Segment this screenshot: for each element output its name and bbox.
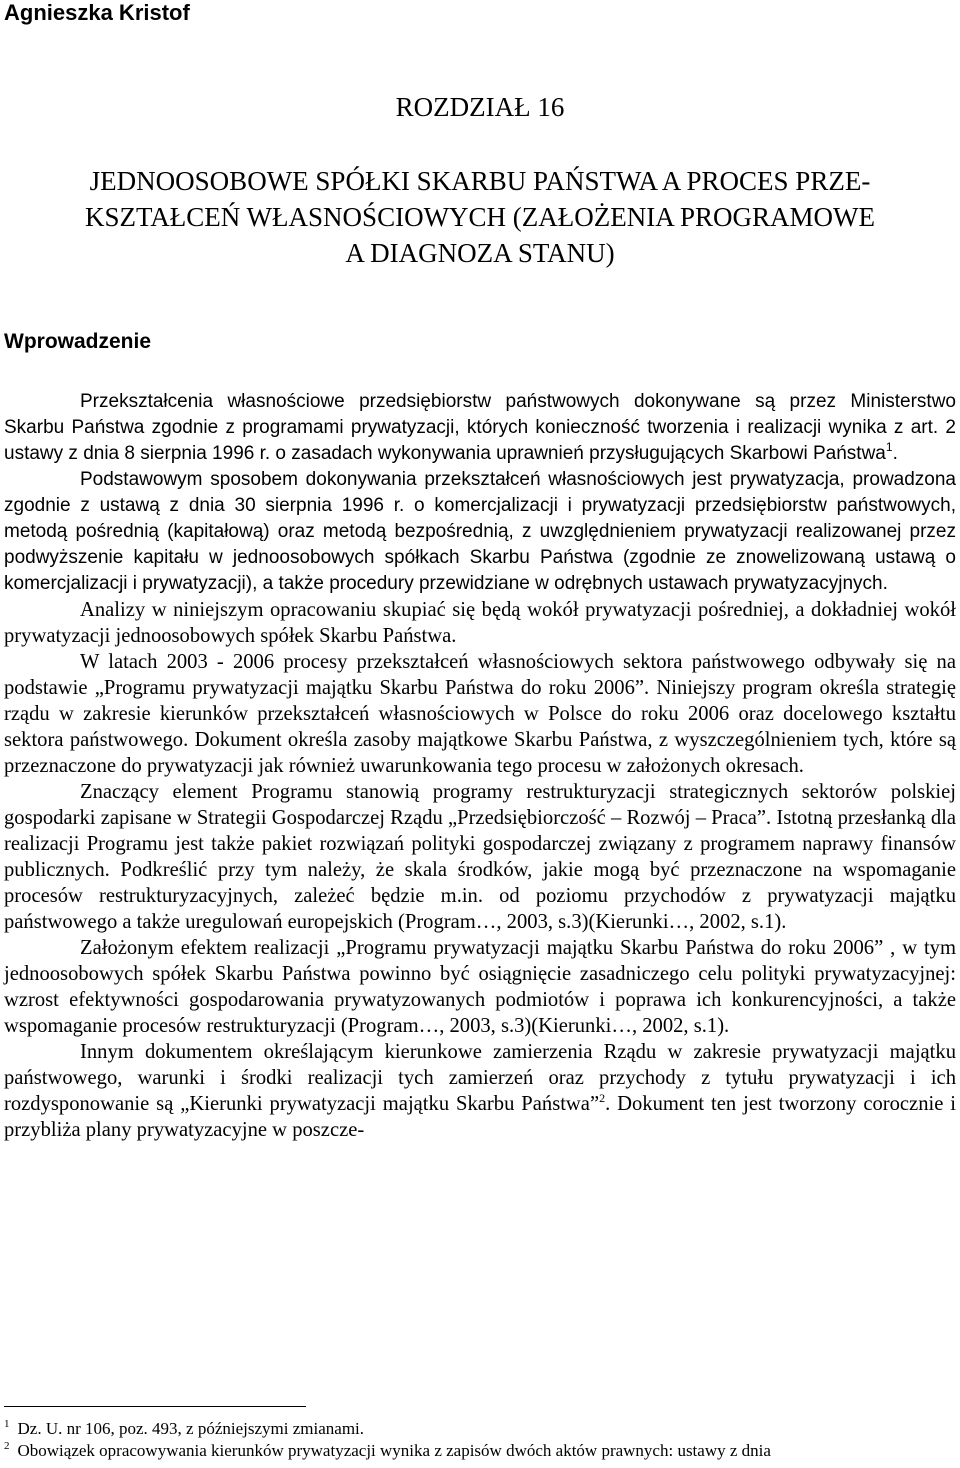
footnote-number: 2 <box>4 1440 10 1452</box>
footnote-divider <box>4 1406 306 1407</box>
footnote <box>4 1418 956 1440</box>
paragraph: Analizy w niniejszym opracowaniu skupiać się będą wokół prywatyzacji pośredniej, a dokładniej wokół prywatyzacji jednoosobowych spółek Skarbu Państwa. <box>4 599 956 647</box>
footnote-text: Obowiązek opracowywania kierunków prywatyzacji wynika z zapisów dwóch aktów prawnych: ustawy z dnia <box>17 1441 771 1460</box>
footnote-ref[interactable]: 1 <box>885 440 893 454</box>
paragraph: W latach 2003 - 2006 procesy przekształceń własnościowych sektora państwowego odbywały się na podstawie „Programu prywatyzacji majątku Skarbu Państwa do roku 2006”. Niniejszy program określa strategię rządu w zakresie kierunków przekształceń własnościowych w Polsce do roku 2006 oraz docelowego kształtu sektora państwowego. Dokument określa zasoby majątkowe Skarbu Państwa, z wyszczególnieniem tych, które są przeznaczone do prywatyzacji jak również uwarunkowania tego procesu w założonych okresach. <box>4 651 956 777</box>
paragraph <box>4 389 956 467</box>
paragraph-text: . Dokument ten jest tworzony corocznie i przybliża plany prywatyzacyjne w poszcze- <box>4 1093 956 1141</box>
section-heading: Wprowadzenie <box>4 330 152 353</box>
paragraph <box>4 1039 956 1143</box>
paragraph: Podstawowym sposobem dokonywania przekształceń własnościowych jest prywatyzacja, prowadzona zgodnie z ustawą z dnia 30 sierpnia 1996 r. o komercjalizacji i prywatyzacji przedsiębiorstw państwowych, metodą pośrednią (kapitałową) oraz metodą bezpośrednią, z uwzględnieniem prywatyzacji realizowanej przez podwyższenie kapitału w jednoosobowych spółkach Skarbu Państwa (zgodnie ze znowelizowaną ustawą o komercjalizacji i prywatyzacji), a także procedury przewidziane w odrębnych ustawach prywatyzacyjnych. <box>4 469 956 594</box>
body-text <box>4 389 956 1143</box>
paragraph-text: . <box>892 443 898 464</box>
footnote <box>4 1440 956 1462</box>
chapter-heading: ROZDZIAŁ 16 <box>395 92 565 122</box>
paragraph: Założonym efektem realizacji „Programu prywatyzacji majątku Skarbu Państwa do roku 2006” , w tym jednoosobowych spółek Skarbu Państwa powinno być osiągnięcie zasadniczego celu polityki prywatyzacyjnej: wzrost efektywności gospodarowania prywatyzowanych podmiotów i poprawa ich konkurencyjności, a także wspomaganie procesów restrukturyzacji (Program…, 2003, s.3)(Kierunki…, 2002, s.1). <box>4 937 956 1037</box>
footnote-ref[interactable]: 2 <box>599 1091 606 1105</box>
paragraph-text: Przekształcenia własnościowe przedsiębiorstw państwowych dokonywane są przez Ministerstwo Skarbu Państwa zgodnie z programami prywatyzacji, których konieczność tworzenia i realizacji wynika z art. 2 ustawy z dnia 8 sierpnia 1996 r. o zasadach wykonywania uprawnień przysługujących Skarbowi Państwa <box>4 391 956 464</box>
footnotes <box>4 1418 956 1462</box>
author-name: Agnieszka Kristof <box>4 0 190 25</box>
chapter-title <box>0 163 960 271</box>
footnote-number: 1 <box>4 1418 10 1430</box>
chapter-title-line: JEDNOOSOBOWE SPÓŁKI SKARBU PAŃSTWA A PROCES PRZE- <box>89 166 871 196</box>
paragraph-text: Innym dokumentem określającym kierunkowe zamierzenia Rządu w zakresie prywatyzacji majątku państwowego, warunki i środki realizacji tych zamierzeń oraz przychody z tytułu prywatyzacji i ich rozdysponowanie są „Kierunki prywatyzacji majątku Skarbu Państwa” <box>4 1041 956 1115</box>
footnote-text: Dz. U. nr 106, poz. 493, z późniejszymi zmianami. <box>17 1419 365 1438</box>
chapter-title-line: A DIAGNOZA STANU) <box>345 238 615 268</box>
paragraph: Znaczący element Programu stanowią programy restrukturyzacji strategicznych sektorów polskiej gospodarki zapisane w Strategii Gospodarczej Rządu „Przedsiębiorczość – Rozwój – Praca”. Istotną przesłanką dla realizacji Programu jest także pakiet rozwiązań polityki gospodarczej związany z programem naprawy finansów publicznych. Podkreślić przy tym należy, że skala środków, jakie mogą być przeznaczone na wspomaganie procesów restrukturyzacyjnych, zależeć będzie m.in. od poziomu przychodów z prywatyzacji majątku państwowego a także uregulowań europejskich (Program…, 2003, s.3)(Kierunki…, 2002, s.1). <box>4 781 956 933</box>
chapter-title-line: KSZTAŁCEŃ WŁASNOŚCIOWYCH (ZAŁOŻENIA PROGRAMOWE <box>84 202 876 232</box>
